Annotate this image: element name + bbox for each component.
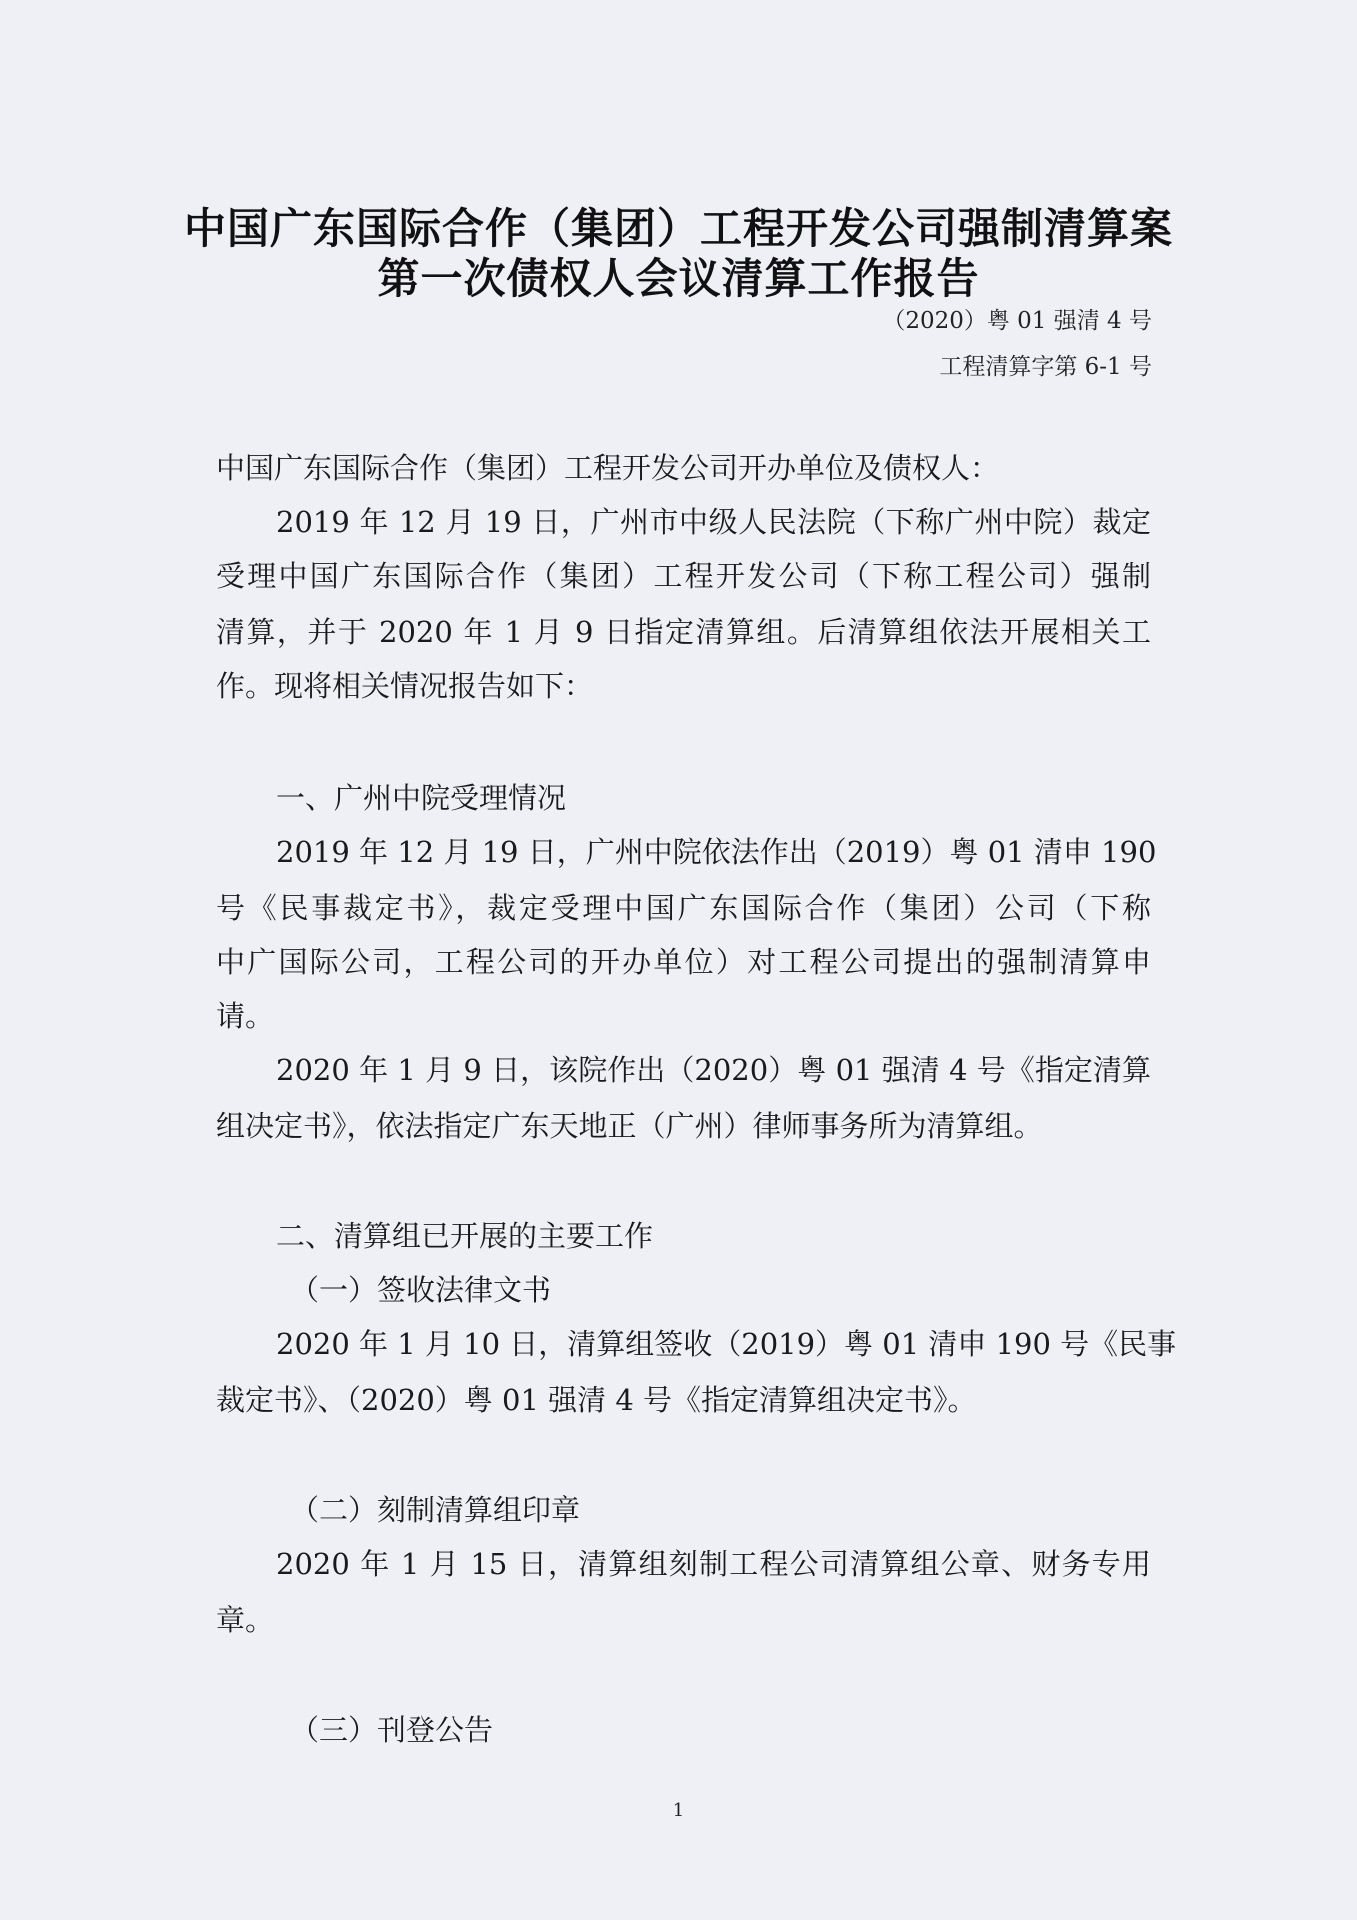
- intro-line-3: 清算，并于 2020 年 1 月 9 日指定清算组。后清算组依法开展相关工: [216, 615, 1151, 649]
- section1-para2-line-1: 2020 年 1 月 9 日，该院作出（2020）粤 01 强清 4 号《指定清算: [276, 1053, 1151, 1087]
- intro-line-1: 2019 年 12 月 19 日，广州市中级人民法院（下称广州中院）裁定: [276, 505, 1151, 539]
- title-line-1: 中国广东国际合作（集团）工程开发公司强制清算案: [183, 204, 1173, 253]
- section2-sub2-line-1: 2020 年 1 月 15 日，清算组刻制工程公司清算组公章、财务专用: [276, 1547, 1151, 1581]
- section1-para1-line-3: 中广国际公司，工程公司的开办单位）对工程公司提出的强制清算申: [216, 945, 1151, 979]
- section2-sub1-line-1: 2020 年 1 月 10 日，清算组签收（2019）粤 01 清申 190 号《民事: [276, 1327, 1177, 1361]
- section2-sub1-heading: （一）签收法律文书: [290, 1273, 552, 1307]
- page-number: 1: [672, 1800, 685, 1821]
- section2-sub3-heading: （三）刊登公告: [290, 1713, 494, 1747]
- section2-heading: 二、清算组已开展的主要工作: [276, 1219, 654, 1253]
- intro-line-2: 受理中国广东国际合作（集团）工程开发公司（下称工程公司）强制: [216, 559, 1151, 593]
- section1-para1-line-4: 请。: [216, 999, 275, 1033]
- salutation: 中国广东国际合作（集团）工程开发公司开办单位及债权人：: [216, 451, 1000, 485]
- section1-para2-line-2: 组决定书》，依法指定广东天地正（广州）律师事务所为清算组。: [216, 1109, 1043, 1143]
- section1-para1-line-2: 号《民事裁定书》，裁定受理中国广东国际合作（集团）公司（下称: [216, 891, 1151, 925]
- section1-para1-line-1: 2019 年 12 月 19 日，广州中院依法作出（2019）粤 01 清申 190: [276, 835, 1157, 869]
- section1-heading: 一、广州中院受理情况: [276, 781, 567, 815]
- section2-sub2-heading: （二）刻制清算组印章: [290, 1493, 581, 1527]
- section2-sub2-line-2: 章。: [216, 1603, 275, 1637]
- case-number: （2020）粤 01 强清 4 号: [882, 308, 1152, 334]
- intro-line-4: 作。现将相关情况报告如下：: [216, 669, 594, 703]
- title-line-2: 第一次债权人会议清算工作报告: [377, 254, 980, 303]
- report-number: 工程清算字第 6-1 号: [939, 354, 1152, 380]
- section2-sub1-line-2: 裁定书》、（2020）粤 01 强清 4 号《指定清算组决定书》。: [216, 1383, 977, 1417]
